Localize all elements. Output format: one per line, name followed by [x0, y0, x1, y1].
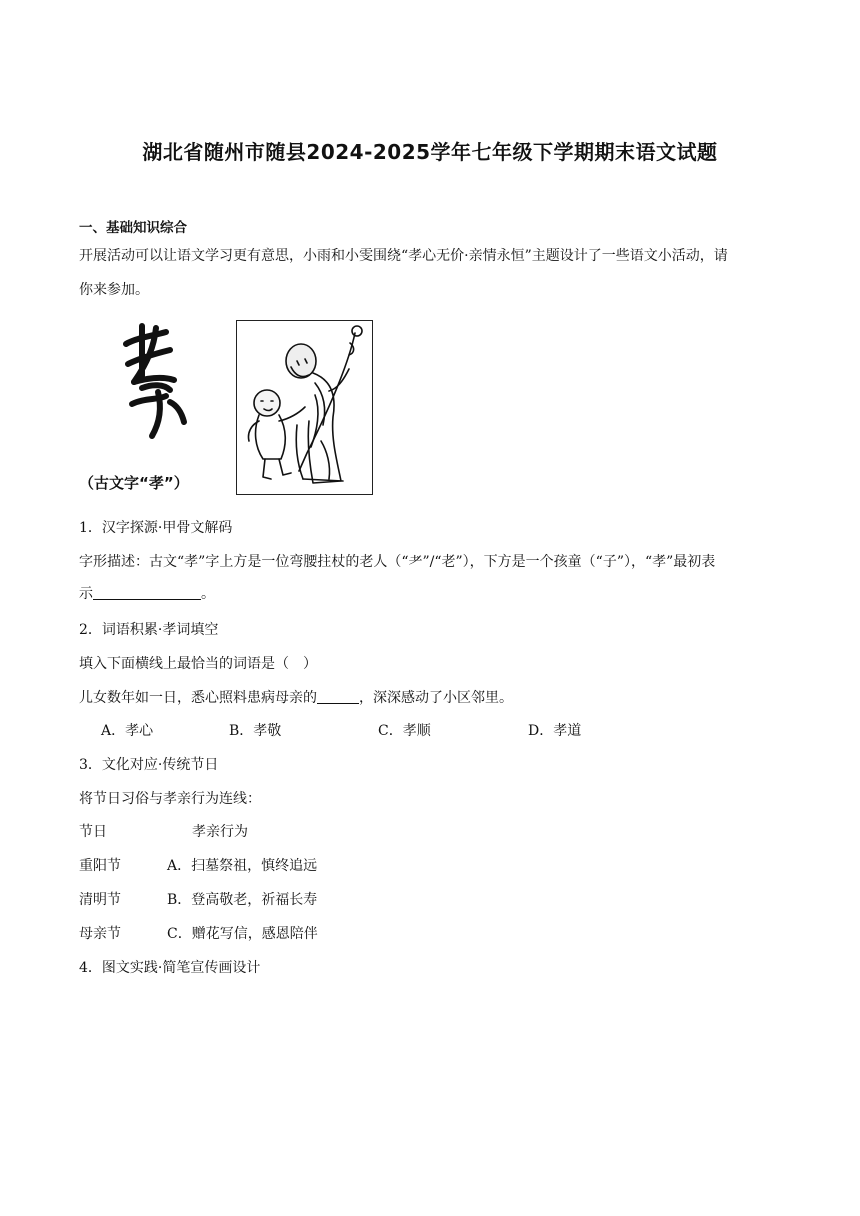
q1-prefix: 示 [79, 586, 93, 602]
q3-festival-item[interactable]: 清明节 [79, 892, 121, 908]
figure-caption: （古文字“孝”） [79, 474, 189, 492]
q1-suffix: 。 [201, 586, 215, 602]
q3-header-festival: 节日 [79, 824, 107, 840]
q2-sentence-prefix: 儿女数年如一日，悉心照料患病母亲的 [79, 690, 317, 706]
q1-answer-line [79, 584, 215, 604]
q2-title: 2．词语积累·孝词填空 [79, 622, 219, 638]
q4-title: 4．图文实践·简笔宣传画设计 [79, 960, 261, 976]
q3-behavior-item[interactable]: B．登高敬老，祈福长寿 [167, 892, 318, 908]
section-heading: 一、基础知识综合 [79, 220, 187, 236]
q2-option-a[interactable]: A．孝心 [101, 723, 154, 739]
q2-option-b[interactable]: B．孝敬 [229, 723, 282, 739]
q3-festival-item[interactable]: 重阳节 [79, 858, 121, 874]
q1-title: 1．汉字探源·甲骨文解码 [79, 520, 233, 536]
q1-answer-blank[interactable] [93, 585, 201, 600]
page-title: 湖北省随州市随县2024-2025学年七年级下学期期末语文试题 [142, 140, 718, 164]
q2-prompt: 填入下面横线上最恰当的词语是（ ） [79, 656, 317, 672]
q2-option-c[interactable]: C．孝顺 [378, 723, 431, 739]
q2-sentence [79, 688, 513, 708]
q3-title: 3．文化对应·传统节日 [79, 757, 219, 773]
q2-answer-blank[interactable] [317, 689, 359, 704]
q3-behavior-item[interactable]: A．扫墓祭祖，慎终追远 [167, 858, 318, 874]
q3-behavior-item[interactable]: C．赠花写信，感恩陪伴 [167, 926, 318, 942]
intro-text-line-1: 开展活动可以让语文学习更有意思，小雨和小雯围绕“孝心无价·亲情永恒”主题设计了一些语文小活动，请 [79, 248, 728, 264]
illustration-frame [236, 320, 373, 495]
q1-description: 字形描述：古文“孝”字上方是一位弯腰拄杖的老人（“耂”/“老”），下方是一个孩童（“子”），“孝”最初表 [79, 554, 716, 570]
q3-prompt: 将节日习俗与孝亲行为连线： [79, 791, 261, 807]
q3-header-behavior: 孝亲行为 [192, 824, 248, 840]
q2-sentence-suffix: ，深深感动了小区邻里。 [359, 690, 513, 706]
ancient-xiao-character-image [112, 318, 192, 443]
q2-option-d[interactable]: D．孝道 [528, 723, 582, 739]
q3-festival-item[interactable]: 母亲节 [79, 926, 121, 942]
elder-and-child-illustration [237, 321, 371, 493]
intro-text-line-2: 你来参加。 [79, 282, 149, 298]
